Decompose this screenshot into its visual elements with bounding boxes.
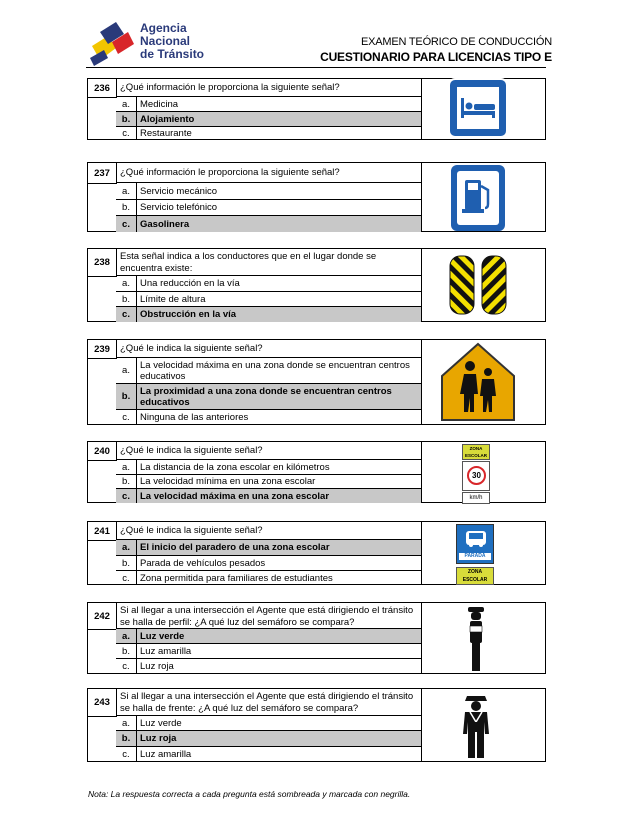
agency-name — [140, 22, 204, 61]
parada-label: PARADA — [459, 553, 491, 560]
option-c[interactable] — [116, 410, 421, 425]
option-letter: c. — [116, 659, 137, 674]
option-c[interactable] — [116, 659, 421, 674]
option-a[interactable] — [116, 183, 421, 200]
hotel-sign-icon — [448, 78, 508, 138]
option-letter: b. — [116, 731, 137, 746]
option-b[interactable] — [116, 292, 421, 307]
school-bus-stop-sign-icon — [456, 524, 494, 584]
option-letter: a. — [116, 460, 137, 474]
question-block-236 — [87, 78, 546, 140]
option-text: La proximidad a una zona donde se encuentran centros educativos — [140, 385, 392, 408]
question-block-243 — [87, 688, 546, 762]
sign-cell — [421, 163, 545, 231]
option-a[interactable] — [116, 97, 421, 112]
option-text: La velocidad máxima en una zona escolar — [140, 490, 330, 502]
option-c[interactable] — [116, 747, 421, 762]
option-letter: a. — [116, 358, 137, 383]
option-text: Zona permitida para familiares de estudiantes — [140, 572, 333, 584]
option-text: Luz amarilla — [140, 645, 192, 657]
speed-unit: km/h — [462, 492, 490, 504]
question-number: 239 — [88, 340, 117, 359]
question-block-241 — [87, 521, 546, 585]
option-text: Obstrucción en la vía — [140, 309, 237, 320]
question-number: 238 — [88, 249, 117, 277]
option-letter: b. — [116, 112, 137, 126]
option-text: La velocidad máxima en una zona donde se encuentran centros educativos — [140, 359, 410, 382]
question-block-239 — [87, 339, 546, 425]
option-letter: c. — [116, 489, 137, 503]
question-number: 237 — [88, 163, 117, 184]
header-divider — [86, 67, 546, 68]
question-number: 242 — [88, 603, 117, 630]
option-text: La velocidad mínima en una zona escolar — [140, 476, 316, 487]
questionnaire-title: CUESTIONARIO PARA LICENCIAS TIPO E — [320, 50, 552, 64]
question-text: ¿Qué le indica la siguiente señal? — [116, 442, 421, 460]
option-b[interactable] — [116, 200, 421, 216]
option-text: Luz verde — [140, 630, 185, 642]
option-c-correct[interactable] — [116, 216, 421, 232]
question-block-240 — [87, 441, 546, 503]
option-letter: a. — [116, 183, 137, 199]
option-b[interactable] — [116, 475, 421, 489]
option-text: La distancia de la zona escolar en kilómetros — [140, 461, 330, 473]
zona-label: ZONA — [467, 569, 483, 575]
question-number: 240 — [88, 442, 117, 461]
zona-escolar-plate — [456, 567, 494, 585]
option-letter: c. — [116, 571, 137, 585]
question-text: Si al llegar a una intersección el Agente que está dirigiendo el tránsito se halla de perfil: ¿A qué luz del semáforo se compara? — [116, 603, 421, 629]
option-letter: a. — [116, 97, 137, 111]
option-text: Luz roja — [140, 661, 174, 672]
sign-cell — [421, 689, 545, 761]
option-a-correct[interactable] — [116, 540, 421, 556]
traffic-agent-profile-icon — [466, 606, 486, 672]
question-number: 236 — [88, 79, 117, 98]
bus-icon — [465, 530, 487, 548]
option-letter: b. — [116, 644, 137, 658]
option-letter: c. — [116, 127, 137, 140]
gas-station-sign-icon — [450, 164, 506, 232]
option-text: Límite de altura — [140, 293, 206, 305]
option-text: Parada de vehículos pesados — [140, 557, 266, 569]
school-speed-limit-sign-icon — [462, 444, 490, 502]
option-text: Servicio mecánico — [140, 185, 218, 197]
logo-line-2: Nacional — [140, 34, 191, 48]
option-a[interactable] — [116, 358, 421, 384]
exam-title: EXAMEN TEÓRICO DE CONDUCCIÓN — [361, 36, 552, 48]
option-letter: c. — [116, 410, 137, 425]
option-c[interactable] — [116, 127, 421, 140]
option-c-correct[interactable] — [116, 307, 421, 322]
logo-line-3: de Tránsito — [140, 47, 205, 61]
question-number: 243 — [88, 689, 117, 717]
question-text: Si al llegar a una intersección el Agente que está dirigiendo el tránsito se halla de frente: ¿A qué luz del semáforo se compara? — [116, 689, 421, 716]
option-a[interactable] — [116, 460, 421, 475]
zona-label: ZONA — [469, 446, 483, 451]
option-letter: b. — [116, 200, 137, 215]
option-b[interactable] — [116, 556, 421, 571]
option-text: Gasolinera — [140, 218, 190, 230]
bus-stop-plate — [456, 524, 494, 564]
question-text: ¿Qué le indica la siguiente señal? — [116, 522, 421, 540]
option-text: Una reducción en la vía — [140, 278, 240, 289]
question-text: ¿Qué información le proporciona la siguiente señal? — [116, 163, 421, 183]
option-b-correct[interactable] — [116, 731, 421, 747]
option-letter: b. — [116, 384, 137, 409]
option-b-correct[interactable] — [116, 384, 421, 410]
question-block-242 — [87, 602, 546, 674]
option-text: Servicio telefónico — [140, 202, 218, 213]
option-text: Ninguna de las anteriores — [140, 412, 249, 423]
option-b-correct[interactable] — [116, 112, 421, 127]
sign-cell — [421, 249, 545, 321]
logo-emblem-icon — [86, 18, 142, 70]
option-c-correct[interactable] — [116, 489, 421, 503]
traffic-agent-front-icon — [459, 692, 493, 760]
option-a[interactable] — [116, 276, 421, 292]
option-text: Restaurante — [140, 128, 192, 139]
school-crossing-sign-icon — [440, 342, 516, 422]
logo-line-1: Agencia — [140, 21, 187, 35]
option-text: El inicio del paradero de una zona escolar — [140, 542, 330, 553]
option-c[interactable] — [116, 571, 421, 585]
footnote: Nota: La respuesta correcta a cada pregunta está sombreada y marcada con negrilla. — [88, 789, 411, 799]
sign-cell — [421, 603, 545, 673]
option-a[interactable] — [116, 716, 421, 731]
sign-cell — [421, 340, 545, 424]
option-text: Luz verde — [140, 717, 182, 729]
sign-cell — [421, 442, 545, 502]
option-a-correct[interactable] — [116, 629, 421, 644]
question-block-238 — [87, 248, 546, 322]
speed-value: 30 — [467, 466, 486, 485]
question-text: ¿Qué le indica la siguiente señal? — [116, 340, 421, 358]
option-text: Alojamiento — [140, 113, 195, 125]
question-number: 241 — [88, 522, 117, 541]
option-text: Medicina — [140, 98, 179, 110]
question-block-237 — [87, 162, 546, 232]
option-letter: c. — [116, 216, 137, 232]
option-letter: b. — [116, 292, 137, 306]
option-text: Luz amarilla — [140, 749, 192, 760]
escolar-label: ESCOLAR — [462, 577, 488, 583]
question-text: ¿Qué información le proporciona la siguiente señal? — [116, 79, 421, 97]
option-letter: c. — [116, 307, 137, 322]
option-letter: a. — [116, 716, 137, 730]
zona-escolar-plate — [462, 444, 490, 460]
speed-plate — [462, 461, 490, 491]
option-text: Luz roja — [140, 733, 177, 744]
obstruction-marker-icon — [448, 254, 508, 316]
sign-cell — [421, 522, 545, 584]
option-letter: b. — [116, 556, 137, 570]
option-letter: a. — [116, 276, 137, 291]
option-b[interactable] — [116, 644, 421, 659]
option-letter: a. — [116, 540, 137, 555]
sign-cell — [421, 79, 545, 139]
escolar-label: ESCOLAR — [464, 453, 487, 458]
option-letter: b. — [116, 475, 137, 488]
option-letter: c. — [116, 747, 137, 762]
option-letter: a. — [116, 629, 137, 643]
question-text: Esta señal indica a los conductores que en el lugar donde se encuentra existe: — [116, 249, 421, 276]
